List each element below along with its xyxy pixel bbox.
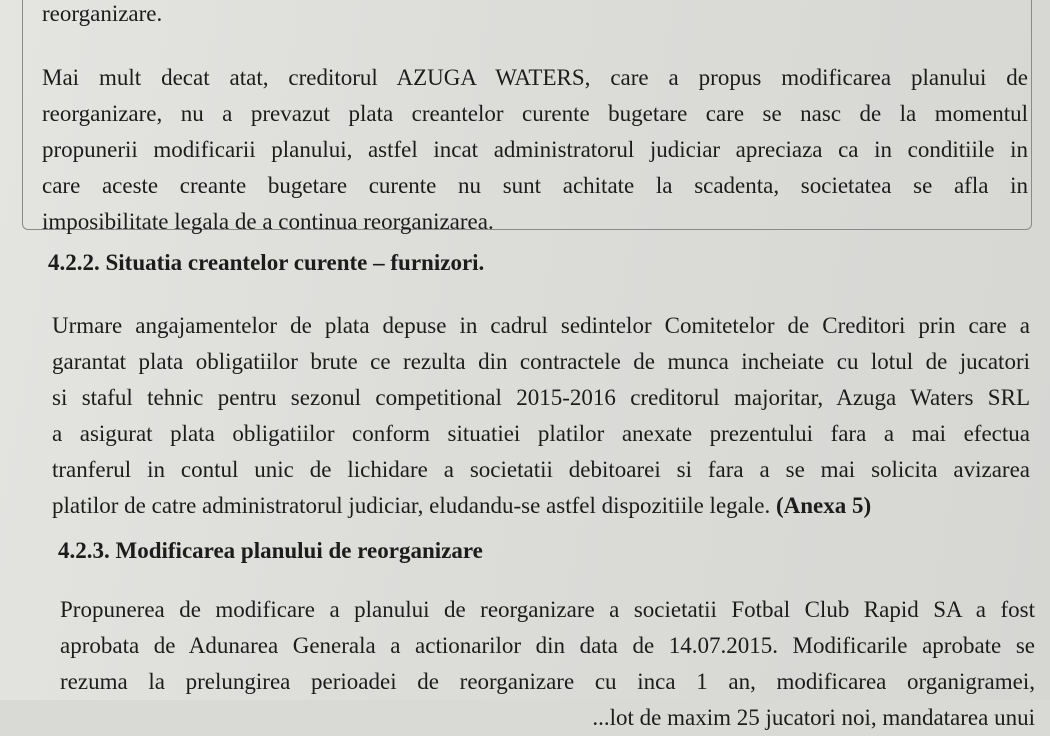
- text-line: propunerii modificarii planului, astfel incat administratorul judiciar apreciaza ca in conditiile in: [42, 137, 1028, 162]
- text-line: Urmare angajamentelor de plata depuse in cadrul sedintelor Comitetelor de Creditori prin care a: [52, 313, 1030, 338]
- text-line: reorganizare, nu a prevazut plata creantelor curente bugetare care se nasc de la momentul: [42, 101, 1028, 126]
- annex-reference: (Anexa 5): [775, 493, 872, 518]
- text-line: tranferul in contul unic de lichidare a societatii debitoarei si fara a se mai solicita avizarea: [52, 457, 1030, 482]
- text-line: Propunerea de modificare a planului de reorganizare a societatii Fotbal Club Rapid SA a fost: [60, 597, 1035, 622]
- text-line-content: platilor de catre administratorul judiciar, eludandu-se astfel dispozitiile legale.: [52, 493, 776, 518]
- text-line: [52, 488, 1030, 524]
- text-line: a asigurat plata obligatiilor conform situatiei platilor anexate prezentului fara a mai efectua: [52, 421, 1030, 446]
- boxed-paragraph-top: [0, 0, 1028, 32]
- section-4-2-3-paragraph: [60, 592, 1035, 736]
- text-line: reorganizare.: [42, 1, 163, 26]
- section-heading-4-2-3: 4.2.3. Modificarea planului de reorganizare: [58, 538, 483, 563]
- text-line: garantat plata obligatiilor brute ce rezulta din contractele de munca incheiate cu lotul de jucatori: [52, 349, 1030, 374]
- text-line: si staful tehnic pentru sezonul competitional 2015-2016 creditorul majoritar, Azuga Waters SRL: [52, 385, 1030, 410]
- boxed-paragraph: [42, 60, 1028, 240]
- text-line: imposibilitate legala de a continua reorganizarea.: [42, 209, 494, 234]
- text-line: Mai mult decat atat, creditorul AZUGA WATERS, care a propus modificarea planului de: [42, 65, 1028, 90]
- text-line: care aceste creante bugetare curente nu sunt achitate la scadenta, societatea se afla in: [42, 173, 1028, 198]
- section-4-2-2-paragraph: [52, 308, 1030, 524]
- text-line: ...lot de maxim 25 jucatori noi, mandatarea unui: [592, 705, 1035, 730]
- text-line: rezuma la prelungirea perioadei de reorganizare cu inca 1 an, modificarea organigramei,: [60, 669, 1035, 694]
- section-heading-4-2-2: 4.2.2. Situatia creantelor curente – furnizori.: [48, 250, 485, 275]
- text-line: aprobata de Adunarea Generala a actionarilor din data de 14.07.2015. Modificarile aprobate se: [60, 633, 1035, 658]
